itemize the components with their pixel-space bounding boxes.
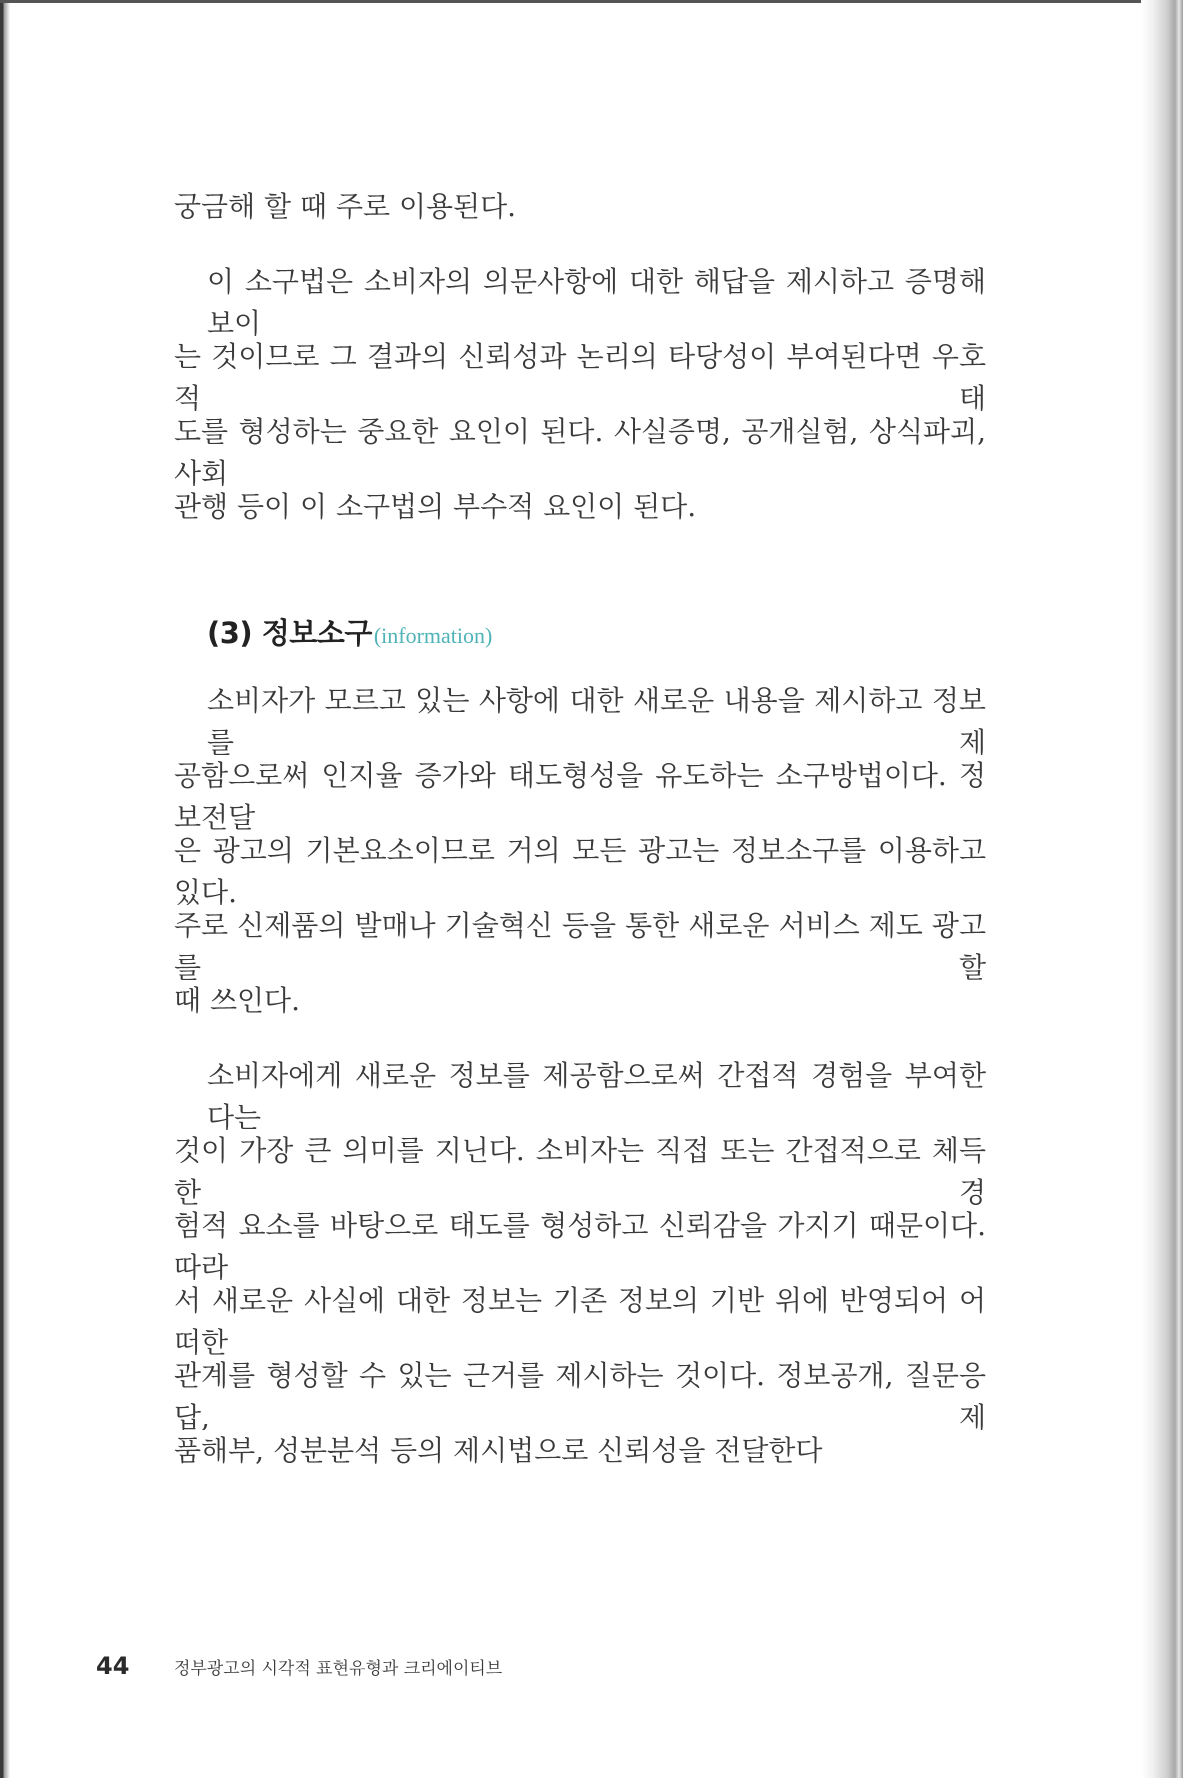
body-text-top [174,186,986,561]
section-heading-subtitle: (information) [373,623,493,648]
section-heading-title: (3) 정보소구 [207,616,372,650]
paragraph-line: 주로 신제품의 발매나 기술혁신 등을 통한 새로운 서비스 제도 광고를 할 [174,909,986,980]
body-text-bottom [174,680,986,1505]
paragraph-line: 은 광고의 기본요소이므로 거의 모든 광고는 정보소구를 이용하고 있다. [174,834,986,905]
paragraph-line: 공함으로써 인지율 증가와 태도형성을 유도하는 소구방법이다. 정보전달 [174,759,986,830]
section-heading [207,612,492,654]
paragraph-line: 품해부, 성분분석 등의 제시법으로 신뢰성을 전달한다 [174,1434,823,1467]
page-footer [96,1651,502,1681]
page-left-edge [0,0,10,1778]
page-top-edge [0,0,1150,3]
page-spine-shadow [1141,0,1183,1778]
paragraph-line: 때 쓰인다. [174,984,300,1017]
page-number: 44 [96,1652,130,1680]
paragraph-line: 서 새로운 사실에 대한 정보는 기존 정보의 기반 위에 반영되어 어떠한 [174,1284,986,1355]
paragraph-line: 이 소구법은 소비자의 의문사항에 대한 해답을 제시하고 증명해 보이 [207,265,986,336]
paragraph-line: 것이 가장 큰 의미를 지닌다. 소비자는 직접 또는 간접적으로 체득한 경 [174,1134,986,1205]
paragraph-line: 는 것이므로 그 결과의 신뢰성과 논리의 타당성이 부여된다면 우호적 태 [174,340,986,411]
paragraph-line: 궁금해 할 때 주로 이용된다. [174,190,517,223]
paragraph-line: 험적 요소를 바탕으로 태도를 형성하고 신뢰감을 가지기 때문이다. 따라 [174,1209,986,1280]
running-title: 정부광고의 시각적 표현유형과 크리에이티브 [174,1659,503,1679]
paragraph-line: 도를 형성하는 중요한 요인이 된다. 사실증명, 공개실험, 상식파괴, 사회 [174,415,986,486]
paragraph-line: 관계를 형성할 수 있는 근거를 제시하는 것이다. 정보공개, 질문응답, 제 [174,1359,986,1430]
paragraph-line: 소비자에게 새로운 정보를 제공함으로써 간접적 경험을 부여한다는 [207,1059,986,1130]
paragraph-line: 소비자가 모르고 있는 사항에 대한 새로운 내용을 제시하고 정보를 제 [207,684,986,755]
paragraph-line: 관행 등이 이 소구법의 부수적 요인이 된다. [174,490,697,523]
